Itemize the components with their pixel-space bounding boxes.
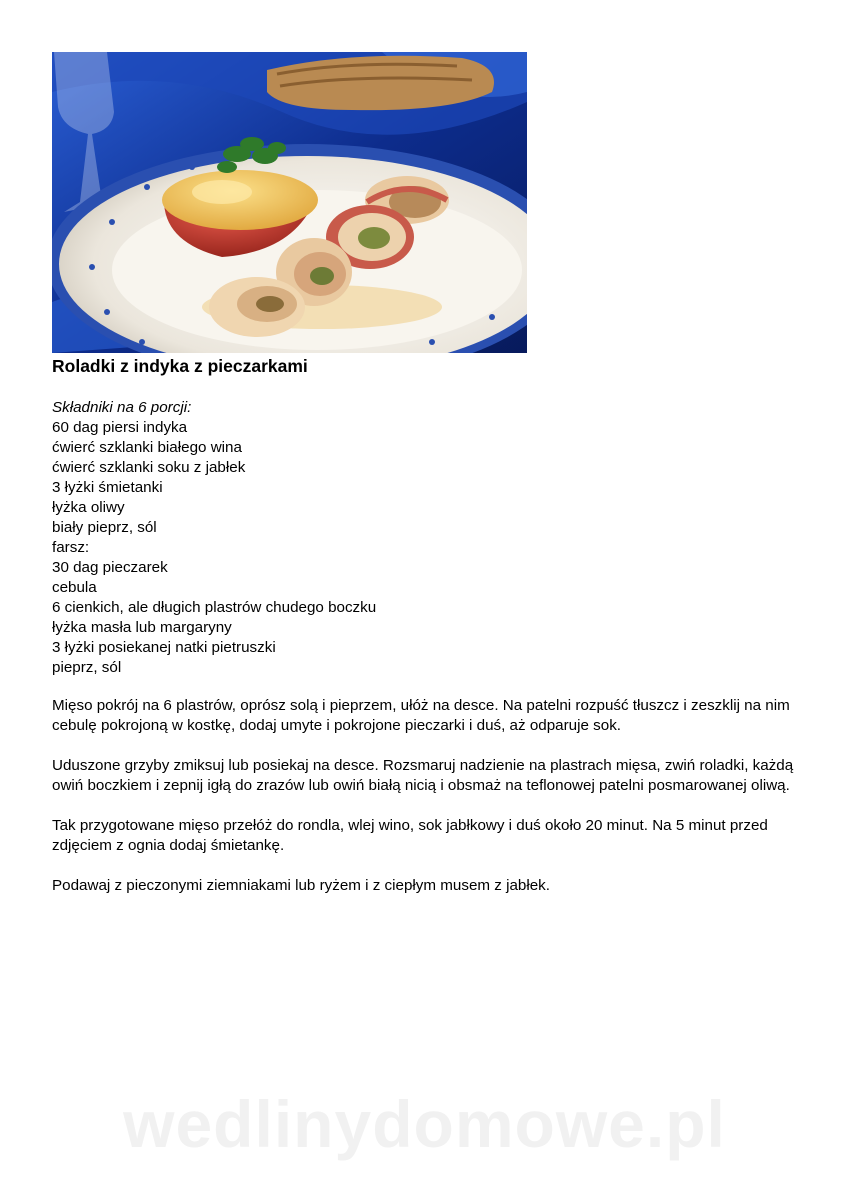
recipe-title: Roladki z indyka z pieczarkami xyxy=(52,356,308,376)
step-paragraph: Tak przygotowane mięso przełóż do rondla, wlej wino, sok jabłkowy i duś około 20 minut. Na 5 minut przed zdjęciem z ognia dodaj śmietankę. xyxy=(52,817,768,854)
ingredient-item: 3 łyżki śmietanki xyxy=(52,479,163,496)
ingredient-item: pieprz, sól xyxy=(52,659,122,676)
ingredient-item: 60 dag piersi indyka xyxy=(52,419,188,436)
dish-illustration xyxy=(52,52,527,353)
preparation-steps xyxy=(52,696,797,916)
watermark: wedlinydomowe.pl xyxy=(123,1087,726,1161)
step-paragraph: Mięso pokrój na 6 plastrów, oprósz solą i pieprzem, ułóż na desce. Na patelni rozpuść tłuszcz i zeszklij na nim cebulę pokrojoną w kostkę, dodaj umyte i pokrojone pieczarki i duś, aż odparuje sok. xyxy=(52,697,790,734)
ingredient-item: ćwierć szklanki białego wina xyxy=(52,439,242,456)
ingredient-item: ćwierć szklanki soku z jabłek xyxy=(52,459,246,476)
step-paragraph: Podawaj z pieczonymi ziemniakami lub ryżem i z ciepłym musem z jabłek. xyxy=(52,877,550,894)
ingredient-item: 30 dag pieczarek xyxy=(52,559,168,576)
ingredient-item: cebula xyxy=(52,579,97,596)
ingredients-list xyxy=(52,398,376,678)
ingredient-item: łyżka masła lub margaryny xyxy=(52,619,232,636)
ingredient-item: biały pieprz, sól xyxy=(52,519,157,536)
step-paragraph: Uduszone grzyby zmiksuj lub posiekaj na desce. Rozsmaruj nadzienie na plastrach mięsa, zwiń roladki, każdą owiń boczkiem i zepnij igłą do zrazów lub owiń białą nicią i obsmaż na teflonowej patelni posmarowanej oliwą. xyxy=(52,757,794,794)
ingredient-item: 6 cienkich, ale długich plastrów chudego boczku xyxy=(52,599,377,616)
ingredient-item: 3 łyżki posiekanej natki pietruszki xyxy=(52,639,276,656)
stuffing-heading: farsz: xyxy=(52,539,90,556)
ingredients-heading: Składniki na 6 porcji: xyxy=(52,399,192,416)
recipe-photo xyxy=(52,52,527,353)
ingredient-item: łyżka oliwy xyxy=(52,499,125,516)
